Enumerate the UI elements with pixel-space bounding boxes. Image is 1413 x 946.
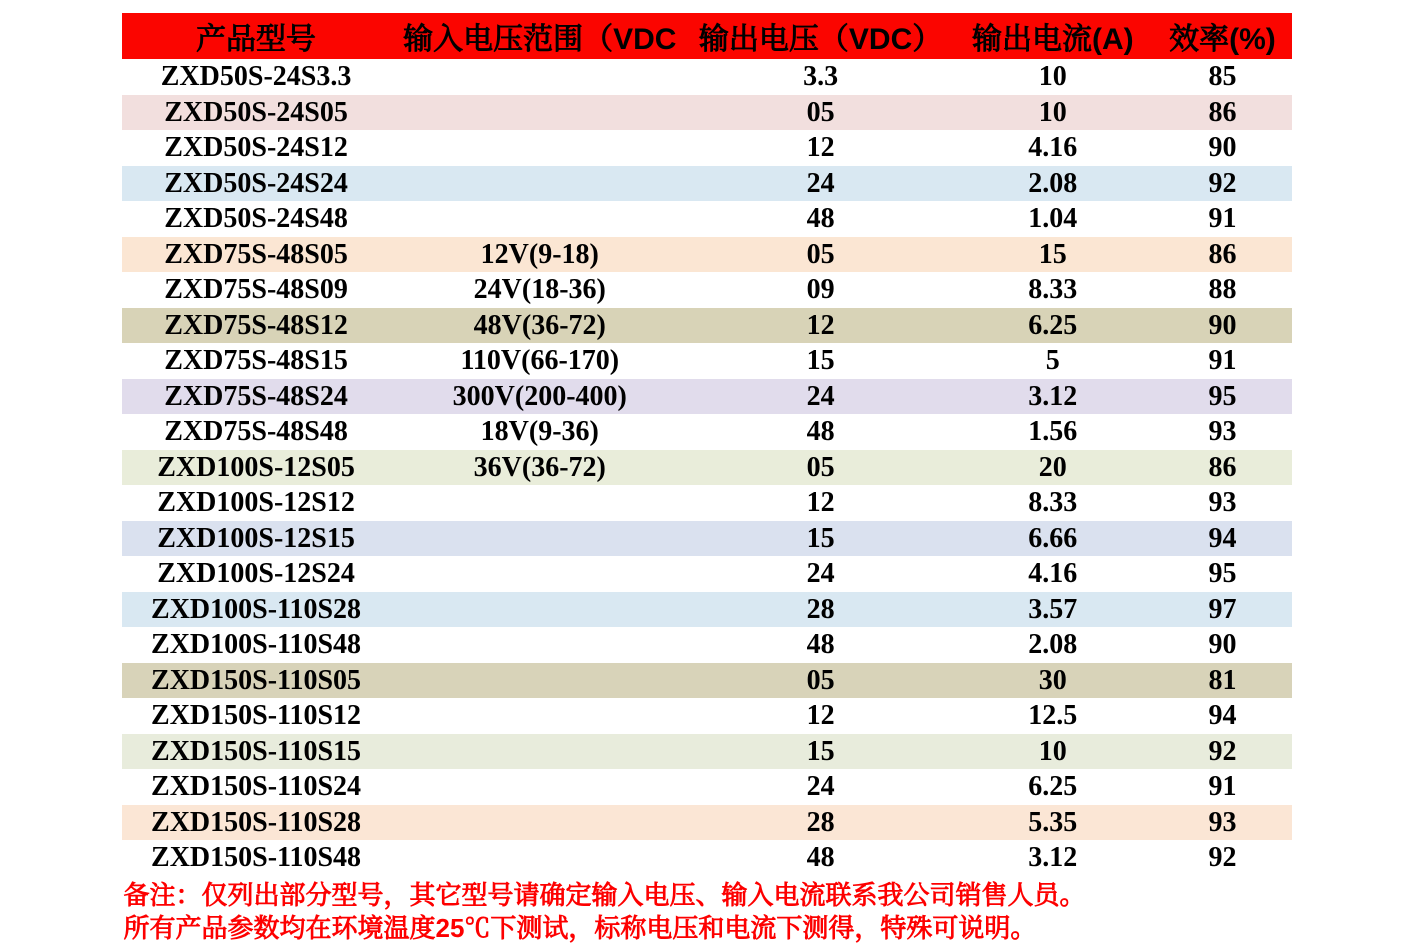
cell-output-current: 1.04 xyxy=(1028,203,1078,234)
cell-product-model: ZXD150S-110S24 xyxy=(151,771,362,802)
cell-product-model: ZXD75S-48S05 xyxy=(164,238,348,270)
cell-output-current: 2.08 xyxy=(1028,629,1078,660)
cell-output-voltage: 28 xyxy=(806,806,835,838)
cell-output-current: 6.25 xyxy=(1028,771,1078,802)
table-row xyxy=(122,734,1292,770)
cell-output-voltage: 48 xyxy=(806,203,835,234)
header-row xyxy=(122,13,1292,59)
cell-efficiency: 92 xyxy=(1208,167,1237,199)
table-row xyxy=(122,698,1292,734)
header-input-voltage: 输入电压范围（VDC xyxy=(391,13,689,59)
cell-output-voltage: 05 xyxy=(806,238,835,270)
cell-output-current: 1.56 xyxy=(1028,416,1078,447)
cell-input-range: 24V(18-36) xyxy=(473,274,606,305)
cell-product-model: ZXD75S-48S12 xyxy=(164,309,348,341)
cell-output-current: 5 xyxy=(1045,345,1060,376)
cell-efficiency: 93 xyxy=(1208,806,1237,838)
cell-product-model: ZXD150S-110S28 xyxy=(151,806,362,838)
table-row xyxy=(122,166,1292,202)
cell-output-voltage: 05 xyxy=(806,96,835,128)
header-product-model: 产品型号 xyxy=(122,13,391,59)
table-row xyxy=(122,237,1292,273)
cell-input-range xyxy=(391,201,689,237)
header-output-voltage: 输出电压（VDC） xyxy=(689,13,952,59)
table-row xyxy=(122,556,1292,592)
cell-product-model: ZXD100S-12S05 xyxy=(157,451,355,483)
cell-input-range xyxy=(391,627,689,663)
cell-product-model: ZXD50S-24S3.3 xyxy=(160,61,352,92)
cell-efficiency: 95 xyxy=(1208,380,1237,412)
cell-efficiency: 94 xyxy=(1208,700,1237,731)
table-row xyxy=(122,201,1292,237)
table-row xyxy=(122,414,1292,450)
datasheet-page xyxy=(122,13,1292,945)
cell-input-range xyxy=(391,59,689,95)
table-row xyxy=(122,272,1292,308)
table-row xyxy=(122,379,1292,415)
cell-input-range xyxy=(391,805,689,841)
footnote-line-1: 备注：仅列出部分型号，其它型号请确定输入电压、输入电流联系我公司销售人员。 xyxy=(123,879,1086,910)
table-body xyxy=(122,59,1292,876)
cell-output-voltage: 05 xyxy=(806,451,835,483)
cell-output-current: 3.12 xyxy=(1028,842,1078,873)
footnotes xyxy=(122,879,1292,945)
cell-output-voltage: 24 xyxy=(806,771,835,802)
table-row xyxy=(122,485,1292,521)
cell-product-model: ZXD100S-12S24 xyxy=(157,558,355,589)
cell-output-voltage: 15 xyxy=(806,735,835,767)
cell-efficiency: 88 xyxy=(1208,274,1237,305)
table-row xyxy=(122,627,1292,663)
cell-product-model: ZXD150S-110S48 xyxy=(151,842,362,873)
header-efficiency: 效率(%) xyxy=(1153,13,1291,59)
cell-efficiency: 92 xyxy=(1208,735,1237,767)
cell-output-current: 8.33 xyxy=(1028,274,1078,305)
cell-product-model: ZXD100S-110S28 xyxy=(151,593,362,625)
cell-output-voltage: 48 xyxy=(806,629,835,660)
cell-output-voltage: 12 xyxy=(806,700,835,731)
cell-product-model: ZXD50S-24S24 xyxy=(164,167,348,199)
cell-output-current: 8.33 xyxy=(1028,487,1078,518)
cell-product-model: ZXD100S-110S48 xyxy=(151,629,362,660)
cell-efficiency: 94 xyxy=(1208,522,1237,554)
cell-efficiency: 90 xyxy=(1208,309,1237,341)
cell-product-model: ZXD50S-24S48 xyxy=(164,203,348,234)
table-row xyxy=(122,308,1292,344)
cell-output-current: 10 xyxy=(1038,735,1067,767)
cell-efficiency: 93 xyxy=(1208,416,1237,447)
cell-product-model: ZXD75S-48S48 xyxy=(164,416,348,447)
cell-efficiency: 85 xyxy=(1208,61,1237,92)
cell-output-voltage: 15 xyxy=(806,345,835,376)
cell-product-model: ZXD150S-110S15 xyxy=(151,735,362,767)
footnote-line-2: 所有产品参数均在环境温度25℃下测试，标称电压和电流下测得，特殊可说明。 xyxy=(123,912,1037,943)
cell-efficiency: 90 xyxy=(1208,132,1237,163)
cell-input-range xyxy=(391,556,689,592)
cell-product-model: ZXD50S-24S05 xyxy=(164,96,348,128)
cell-output-current: 30 xyxy=(1038,664,1067,696)
cell-output-current: 3.57 xyxy=(1028,593,1078,625)
cell-input-range: 18V(9-36) xyxy=(480,416,599,447)
cell-output-voltage: 24 xyxy=(806,558,835,589)
cell-efficiency: 92 xyxy=(1208,842,1237,873)
cell-product-model: ZXD75S-48S09 xyxy=(164,274,348,305)
cell-output-current: 12.5 xyxy=(1028,700,1078,731)
cell-output-voltage: 48 xyxy=(806,842,835,873)
cell-product-model: ZXD100S-12S15 xyxy=(157,522,355,554)
cell-input-range: 48V(36-72) xyxy=(473,309,606,341)
table-row xyxy=(122,59,1292,95)
table-row xyxy=(122,343,1292,379)
cell-output-voltage: 05 xyxy=(806,664,835,696)
cell-output-voltage: 12 xyxy=(806,132,835,163)
cell-output-voltage: 48 xyxy=(806,416,835,447)
cell-product-model: ZXD75S-48S15 xyxy=(164,345,348,376)
cell-input-range xyxy=(391,734,689,770)
cell-input-range xyxy=(391,521,689,557)
cell-product-model: ZXD75S-48S24 xyxy=(164,380,348,412)
table-row xyxy=(122,663,1292,699)
table-row xyxy=(122,130,1292,166)
cell-input-range xyxy=(391,769,689,805)
cell-output-voltage: 28 xyxy=(806,593,835,625)
table-row xyxy=(122,805,1292,841)
cell-input-range xyxy=(391,840,689,876)
cell-efficiency: 91 xyxy=(1208,203,1237,234)
cell-output-voltage: 09 xyxy=(806,274,835,305)
cell-output-voltage: 24 xyxy=(806,380,835,412)
cell-output-voltage: 3.3 xyxy=(803,61,839,92)
product-spec-table xyxy=(122,13,1292,876)
cell-input-range: 110V(66-170) xyxy=(460,345,620,376)
cell-output-current: 20 xyxy=(1038,451,1067,483)
cell-output-current: 2.08 xyxy=(1028,167,1078,199)
cell-input-range xyxy=(391,130,689,166)
cell-output-current: 4.16 xyxy=(1028,132,1078,163)
cell-efficiency: 97 xyxy=(1208,593,1237,625)
cell-output-current: 5.35 xyxy=(1028,806,1078,838)
cell-input-range xyxy=(391,485,689,521)
cell-efficiency: 91 xyxy=(1208,345,1237,376)
cell-input-range: 36V(36-72) xyxy=(473,451,606,483)
cell-efficiency: 86 xyxy=(1208,451,1237,483)
table-row xyxy=(122,769,1292,805)
cell-input-range xyxy=(391,166,689,202)
table-row xyxy=(122,450,1292,486)
cell-efficiency: 86 xyxy=(1208,96,1237,128)
header-output-current: 输出电流(A) xyxy=(952,13,1153,59)
cell-input-range xyxy=(391,95,689,131)
cell-input-range xyxy=(391,663,689,699)
cell-efficiency: 86 xyxy=(1208,238,1237,270)
cell-output-voltage: 12 xyxy=(806,309,835,341)
cell-output-current: 10 xyxy=(1038,96,1067,128)
cell-efficiency: 90 xyxy=(1208,629,1237,660)
cell-input-range xyxy=(391,592,689,628)
cell-efficiency: 81 xyxy=(1208,664,1237,696)
cell-output-current: 3.12 xyxy=(1028,380,1078,412)
table-row xyxy=(122,592,1292,628)
table-row xyxy=(122,521,1292,557)
cell-output-current: 4.16 xyxy=(1028,558,1078,589)
cell-product-model: ZXD150S-110S05 xyxy=(151,664,362,696)
cell-input-range xyxy=(391,698,689,734)
cell-efficiency: 91 xyxy=(1208,771,1237,802)
cell-output-current: 6.25 xyxy=(1028,309,1078,341)
table-row xyxy=(122,95,1292,131)
cell-product-model: ZXD100S-12S12 xyxy=(157,487,355,518)
cell-output-current: 10 xyxy=(1038,61,1067,92)
table-header xyxy=(122,13,1292,59)
cell-output-voltage: 15 xyxy=(806,522,835,554)
cell-input-range: 300V(200-400) xyxy=(452,380,627,412)
cell-product-model: ZXD150S-110S12 xyxy=(151,700,362,731)
cell-output-current: 6.66 xyxy=(1028,522,1078,554)
cell-efficiency: 95 xyxy=(1208,558,1237,589)
cell-product-model: ZXD50S-24S12 xyxy=(164,132,348,163)
cell-output-current: 15 xyxy=(1038,238,1067,270)
cell-output-voltage: 12 xyxy=(806,487,835,518)
table-row xyxy=(122,840,1292,876)
cell-input-range: 12V(9-18) xyxy=(480,238,599,270)
cell-output-voltage: 24 xyxy=(806,167,835,199)
cell-efficiency: 93 xyxy=(1208,487,1237,518)
